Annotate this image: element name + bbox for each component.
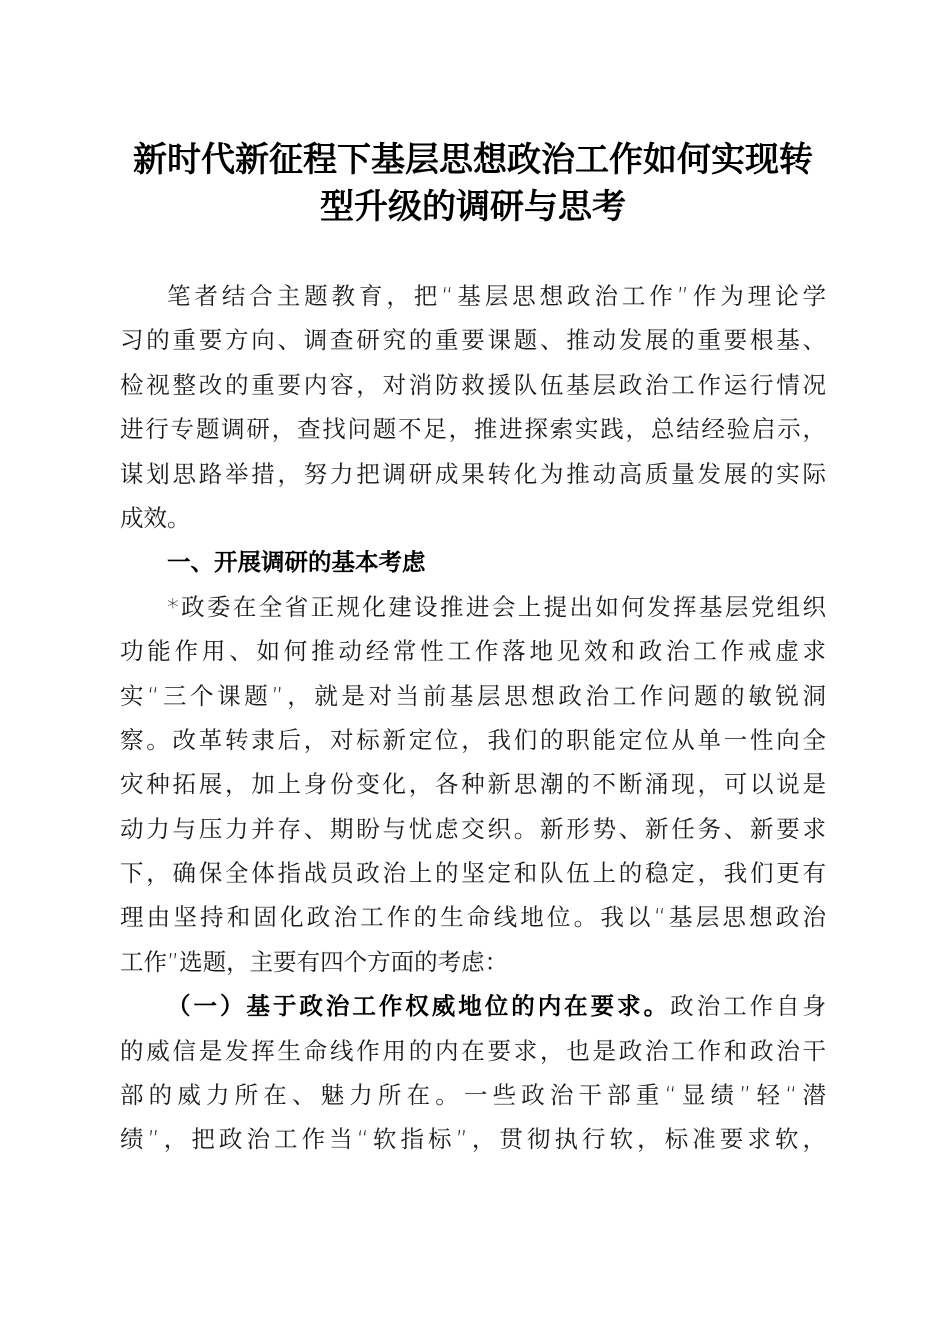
paragraph-intro	[120, 274, 826, 540]
text-line: 检视整改的重要内容，对消防救援队伍基层政治工作运行情况	[120, 370, 826, 399]
text-line: 理由坚持和固化政治工作的生命线地位。我以“基层思想政治	[120, 903, 826, 932]
text-line: *政委在全省正规化建设推进会上提出如何发挥基层党组织	[167, 592, 826, 621]
text-line: 谋划思路举措，努力把调研成果转化为推动高质量发展的实际	[120, 459, 826, 488]
title-line-1: 新时代新征程下基层思想政治工作如何实现转	[133, 140, 813, 180]
text-line: 察。改革转隶后，对标新定位，我们的职能定位从单一性向全	[120, 725, 826, 754]
text-run: 政治工作自身	[670, 992, 827, 1021]
text-line: 动力与压力并存、期盼与忧虑交织。新形势、新任务、新要求	[120, 814, 826, 843]
text-line: 功能作用、如何推动经常性工作落地见效和政治工作戒虚求	[120, 637, 826, 666]
text-line: 工作”选题，主要有四个方面的考虑：	[120, 947, 509, 976]
text-line: 下，确保全体指战员政治上的坚定和队伍上的稳定，我们更有	[120, 859, 826, 888]
title-line-2: 型升级的调研与思考	[320, 187, 626, 227]
text-line: 进行专题调研，查找问题不足，推进探索实践，总结经验启示，	[120, 415, 826, 444]
text-line: 成效。	[120, 503, 191, 532]
text-line	[120, 984, 826, 1028]
text-line: 习的重要方向、调查研究的重要课题、推动发展的重要根基、	[120, 326, 826, 355]
text-line: 灾种拓展，加上身份变化，各种新思潮的不断涌现，可以说是	[120, 770, 826, 799]
text-line: 的威信是发挥生命线作用的内在要求，也是政治工作和政治干	[120, 1036, 826, 1065]
subsection-heading: （一）基于政治工作权威地位的内在要求。	[167, 992, 671, 1021]
text-line: 笔者结合主题教育，把“基层思想政治工作”作为理论学	[167, 282, 826, 310]
document-body	[120, 274, 826, 1162]
section-heading: 一、开展调研的基本考虑	[167, 548, 426, 577]
text-line: 绩”，把政治工作当“软指标”，贯彻执行软，标准要求软，	[120, 1125, 826, 1154]
paragraph-subsection-1	[120, 984, 826, 1162]
paragraph-considerations	[120, 585, 826, 985]
text-line: 部的威力所在、魅力所在。一些政治干部重“显绩”轻“潜	[120, 1081, 826, 1110]
text-line: 实“三个课题”，就是对当前基层思想政治工作问题的敏锐洞	[120, 681, 826, 710]
document-title	[120, 137, 826, 231]
